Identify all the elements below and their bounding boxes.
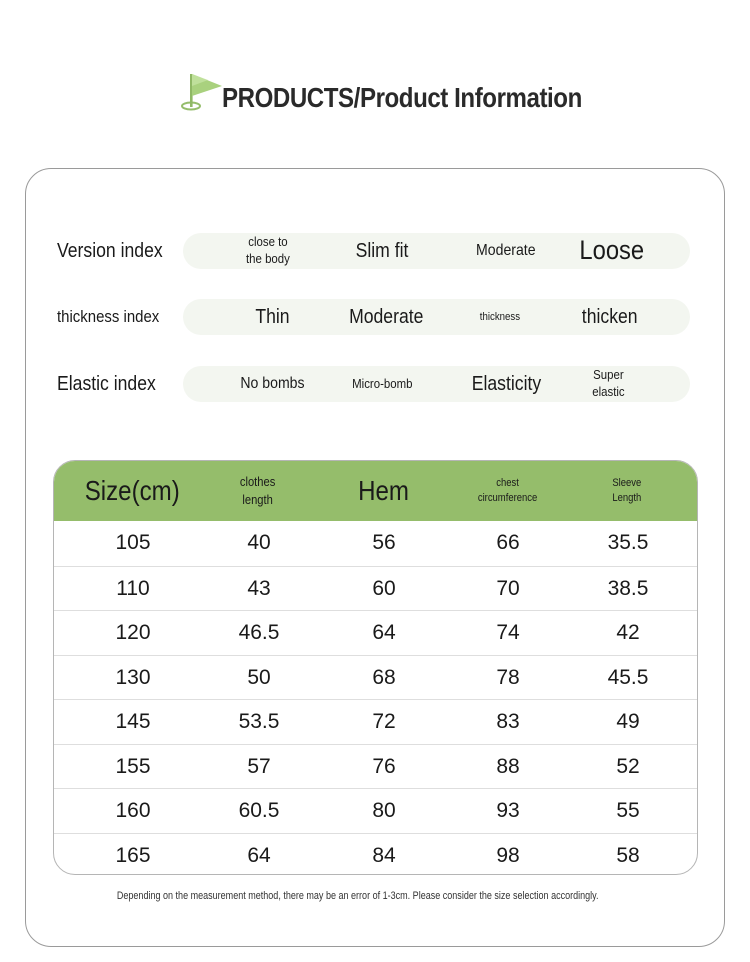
table-cell: 165 — [115, 843, 151, 867]
table-row — [54, 744, 698, 789]
table-cell: 46.5 — [238, 621, 280, 644]
index-label: Version index — [57, 240, 163, 262]
table-cell: 78 — [496, 665, 520, 689]
table-cell: 84 — [372, 843, 396, 867]
table-cell: 55 — [616, 799, 640, 822]
table-cell: 70 — [496, 576, 520, 600]
table-cell: 60 — [372, 576, 396, 600]
table-cell: 120 — [115, 621, 151, 644]
thickness-index-row — [0, 297, 750, 337]
column-header: Sleeve Length — [612, 477, 642, 504]
index-option: Slim fit — [355, 240, 409, 262]
table-cell: 145 — [115, 710, 151, 733]
index-option: Micro-bomb — [351, 375, 413, 391]
index-option: close to the body — [246, 234, 290, 266]
table-cell: 83 — [496, 710, 520, 733]
table-cell: 64 — [247, 843, 271, 867]
table-cell: 45.5 — [607, 665, 649, 689]
table-cell: 35.5 — [607, 531, 649, 554]
index-option: No bombs — [239, 374, 305, 392]
table-header — [54, 461, 698, 521]
table-cell: 68 — [372, 665, 396, 689]
table-cell: 72 — [372, 710, 396, 733]
table-cell: 105 — [115, 531, 151, 554]
index-option: Loose — [579, 235, 645, 266]
table-cell: 50 — [247, 665, 271, 689]
table-cell: 76 — [372, 754, 396, 778]
table-cell: 88 — [496, 754, 520, 778]
table-row — [54, 521, 698, 566]
table-cell: 160 — [115, 799, 151, 822]
table-cell: 43 — [247, 576, 271, 600]
table-cell: 93 — [496, 799, 520, 822]
index-option: thicken — [582, 306, 638, 328]
index-option: Moderate — [348, 306, 424, 328]
index-option: Elasticity — [471, 373, 541, 395]
index-option: thickness — [479, 310, 521, 323]
table-row — [54, 833, 698, 876]
table-cell: 49 — [616, 710, 640, 733]
elastic-index-row — [0, 364, 750, 404]
table-row — [54, 610, 698, 655]
table-row — [54, 699, 698, 744]
size-table — [53, 460, 698, 875]
version-index-row — [0, 231, 750, 271]
column-header: Size(cm) — [84, 475, 180, 507]
table-cell: 98 — [496, 843, 520, 867]
table-cell: 80 — [372, 799, 396, 822]
table-cell: 66 — [496, 531, 520, 554]
table-row — [54, 788, 698, 833]
table-cell: 40 — [247, 531, 271, 554]
table-cell: 58 — [616, 843, 640, 867]
table-cell: 56 — [372, 531, 396, 554]
table-cell: 110 — [116, 576, 150, 600]
column-header: chest circumference — [478, 477, 538, 504]
index-option: Thin — [254, 306, 290, 328]
table-cell: 130 — [115, 665, 151, 689]
index-label: Elastic index — [57, 373, 156, 395]
table-row — [54, 566, 698, 611]
column-header: Hem — [358, 475, 410, 507]
table-cell: 53.5 — [238, 710, 280, 733]
table-cell: 64 — [372, 621, 396, 644]
table-cell: 42 — [616, 621, 640, 644]
page-title: PRODUCTS/Product Information — [222, 82, 582, 113]
golf-flag-icon — [178, 70, 228, 114]
table-cell: 155 — [115, 754, 151, 778]
index-option: Moderate — [476, 241, 536, 259]
index-label: thickness index — [57, 307, 160, 326]
table-row — [54, 655, 698, 700]
table-cell: 74 — [496, 621, 520, 644]
table-cell: 52 — [616, 754, 640, 778]
measurement-note: Depending on the measurement method, there may be an error of 1-3cm. Please consider the size selection accordingly. — [117, 890, 599, 902]
table-cell: 60.5 — [238, 799, 280, 822]
table-cell: 38.5 — [607, 576, 649, 600]
table-cell: 57 — [247, 754, 271, 778]
index-option: Super elastic — [591, 367, 625, 399]
column-header: clothes length — [240, 474, 276, 507]
page-header — [0, 66, 750, 126]
